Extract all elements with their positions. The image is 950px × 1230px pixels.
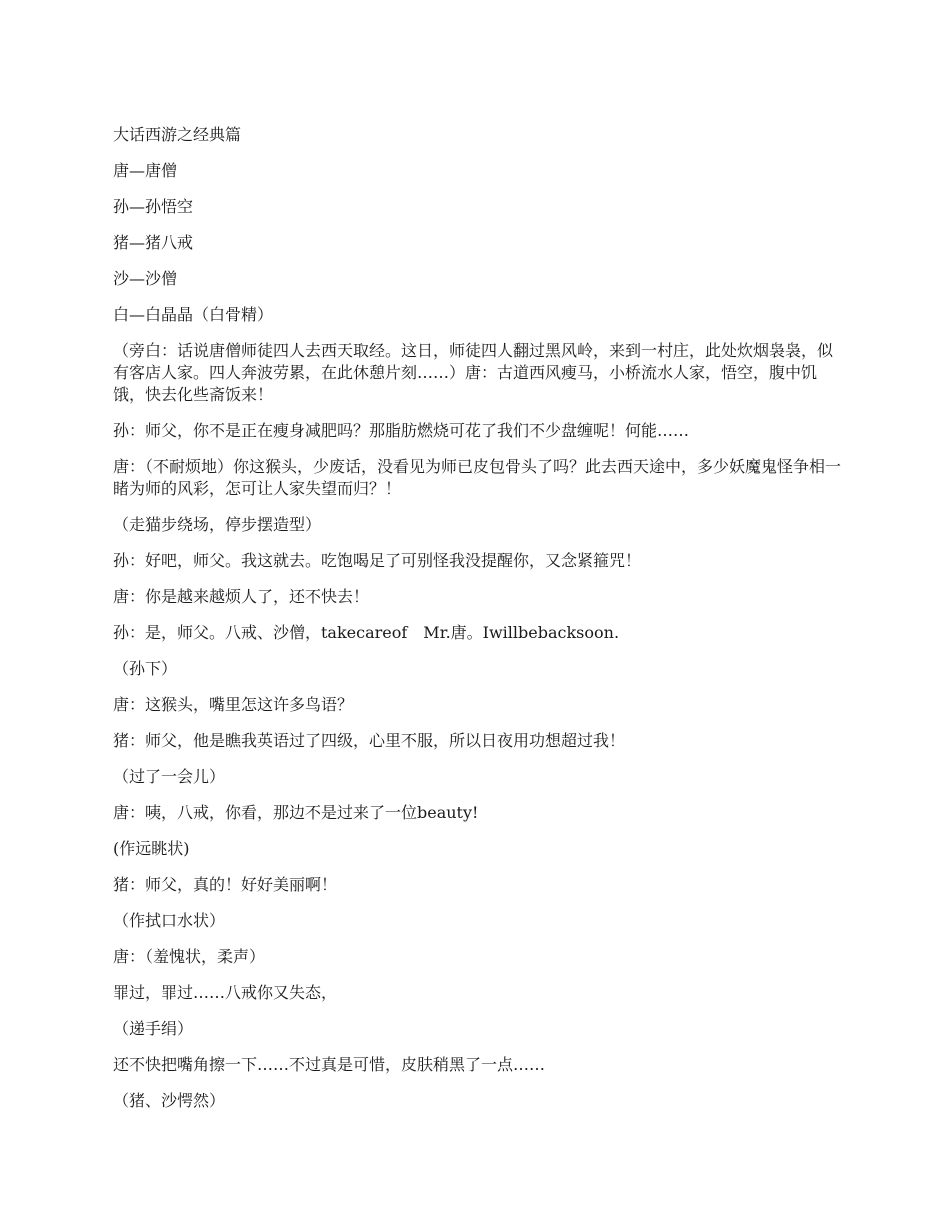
script-line: 唐：你是越来越烦人了，还不快去！ (113, 587, 370, 606)
script-line: 罪过，罪过……八戒你又失态， (113, 983, 338, 1002)
script-line: 唐：（不耐烦地）你这猴头，少废话，没看见为师已皮包骨头了吗？此去西天途中，多少妖魔鬼怪争相一睹为师的风彩，怎可让人家失望而归？！ (113, 457, 842, 498)
script-line: 唐：咦，八戒，你看，那边不是过来了一位beauty! (113, 803, 479, 822)
cast-entry-tang: 唐—唐僧 (113, 161, 178, 180)
script-line: 孙：是，师父。八戒、沙僧，takecareof Mr.唐。Iwillbebacksoon. (113, 623, 620, 642)
script-line: 猪：师父，他是瞧我英语过了四级，心里不服，所以日夜用功想超过我！ (113, 731, 626, 750)
stage-direction: （猪、沙愕然） (113, 1091, 226, 1110)
document-title: 大话西游之经典篇 (113, 125, 242, 144)
script-line: 还不快把嘴角擦一下……不过真是可惜，皮肤稍黑了一点…… (113, 1055, 546, 1074)
cast-entry-bai: 白—白晶晶（白骨精） (113, 305, 274, 324)
cast-entry-sun: 孙—孙悟空 (113, 197, 194, 216)
stage-direction: （递手绢） (113, 1019, 194, 1038)
script-line: （旁白：话说唐僧师徒四人去西天取经。这日，师徒四人翻过黑风岭，来到一村庄，此处炊烟袅袅，似有客店人家。四人奔波劳累，在此休憩片刻……）唐：古道西风瘦马，小桥流水人家，悟空，腹中饥饿，快去化些斋饭来！ (113, 341, 834, 404)
script-line: 猪：师父，真的！好好美丽啊！ (113, 875, 338, 894)
script-line: 唐：这猴头，嘴里怎这许多鸟语？ (113, 695, 354, 714)
cast-entry-zhu: 猪—猪八戒 (113, 233, 194, 252)
script-line: 孙：师父，你不是正在瘦身减肥吗？那脂肪燃烧可花了我们不少盘缠呢！何能…… (113, 421, 690, 440)
document-body (113, 124, 843, 1126)
stage-direction: （作拭口水状） (113, 911, 226, 930)
cast-entry-sha: 沙—沙僧 (113, 269, 178, 288)
script-line: 唐：（羞愧状，柔声） (113, 947, 266, 966)
stage-direction: (作远眺状) (113, 839, 190, 858)
script-line: 孙：好吧，师父。我这就去。吃饱喝足了可别怪我没提醒你，又念紧箍咒！ (113, 551, 642, 570)
stage-direction: （孙下） (113, 659, 178, 678)
stage-direction: （走猫步绕场，停步摆造型） (113, 515, 322, 534)
stage-direction: （过了一会儿） (113, 767, 226, 786)
